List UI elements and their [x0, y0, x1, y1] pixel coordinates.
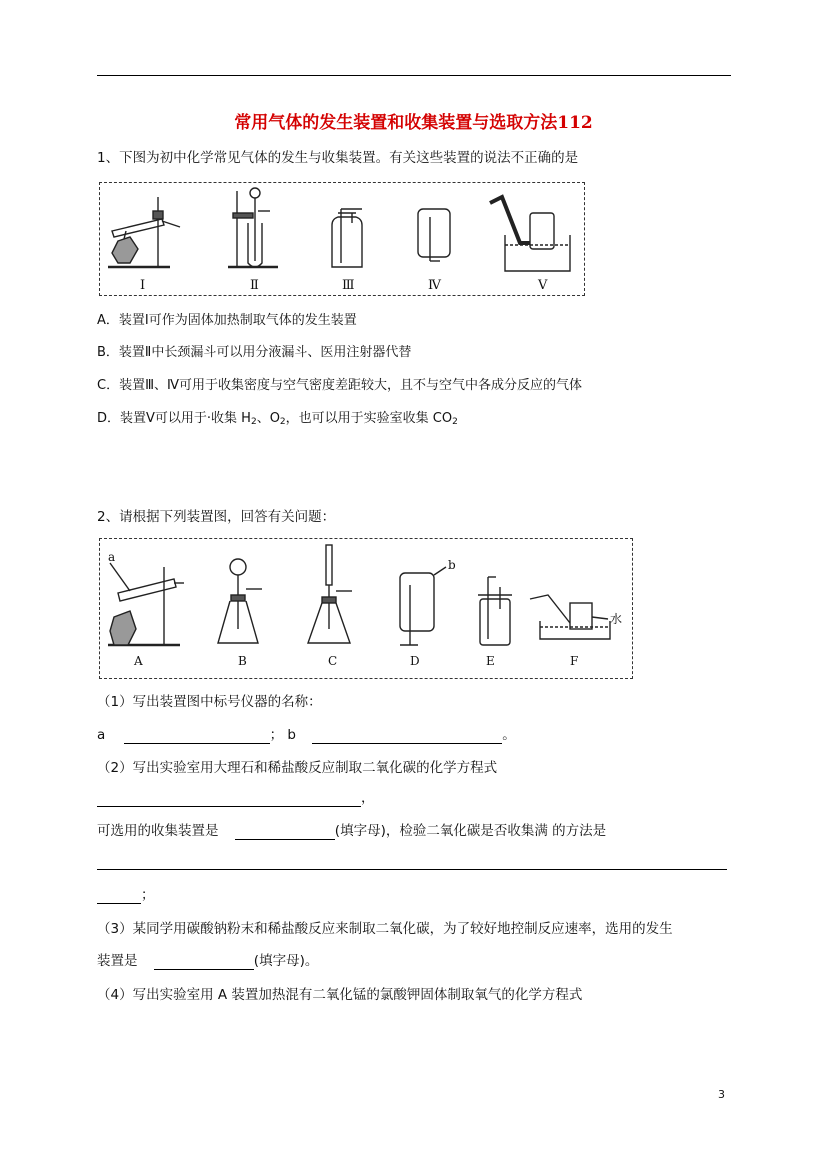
- blank-collect[interactable]: [235, 825, 335, 840]
- q2-part4: （4）写出实验室用 A 装置加热混有二氧化锰的氯酸钾固体制取氧气的化学方程式: [97, 987, 583, 1003]
- q1-figure-box: [99, 182, 585, 296]
- blank-method-end[interactable]: [97, 889, 141, 904]
- q2-part2: （2）写出实验室用大理石和稀盐酸反应制取二氧化碳的化学方程式: [97, 760, 498, 776]
- q2-part1: （1）写出装置图中标号仪器的名称：: [97, 694, 322, 710]
- label-water: 水: [610, 612, 623, 626]
- q1-label-2: Ⅱ: [250, 278, 259, 293]
- q1-option-b: B．装置Ⅱ中长颈漏斗可以用分液漏斗、医用注射器代替: [97, 345, 412, 360]
- page-title: 常用气体的发生装置和收集装置与选取方法112: [234, 113, 593, 133]
- blank-equation[interactable]: [97, 792, 361, 807]
- label-a: a: [108, 550, 116, 564]
- q2-figure-box: [99, 538, 633, 679]
- q2-part2-method-end: ；: [97, 886, 155, 904]
- q2-label-b: B: [238, 654, 247, 668]
- header-rule: [97, 75, 731, 76]
- q2-label-f: F: [570, 654, 579, 668]
- page-number: 3: [718, 1088, 725, 1101]
- label-b: b: [448, 558, 456, 572]
- q2-part2-collect: 可选用的收集装置是 (填字母)，检验二氧化碳是否收集满 的方法是: [97, 823, 607, 839]
- blank-method-rule[interactable]: [97, 869, 727, 870]
- blank-device[interactable]: [154, 955, 254, 970]
- q2-label-d: D: [410, 654, 420, 668]
- q1-label-3: Ⅲ: [342, 278, 355, 293]
- q1-label-4: Ⅳ: [428, 278, 441, 293]
- q2-part3-device: 装置是 (填字母)。: [97, 953, 319, 969]
- q1-label-5: Ⅴ: [538, 278, 548, 293]
- q1-apparatus-figure: [100, 183, 584, 295]
- q2-label-c: C: [328, 654, 338, 668]
- q1-option-a: A．装置Ⅰ可作为固体加热制取气体的发生装置: [97, 313, 357, 328]
- q2-apparatus-figure: [100, 539, 632, 678]
- q2-part1-blanks: a ； b 。: [97, 727, 516, 743]
- q2-part3: （3）某同学用碳酸钠粉末和稀盐酸反应来制取二氧化碳，为了较好地控制反应速率，选用的发生: [97, 921, 673, 937]
- blank-a[interactable]: [124, 729, 270, 744]
- q2-part2-equation: ，: [97, 789, 375, 807]
- q1-stem: 1、下图为初中化学常见气体的发生与收集装置。有关这些装置的说法不正确的是: [97, 150, 579, 166]
- blank-b[interactable]: [312, 729, 502, 744]
- q1-option-d: D．装置Ⅴ可以用于·收集 $H_2$、$O_2$，也可以用于实验室收集 $CO_2$: [97, 411, 458, 427]
- q2-label-e: E: [486, 654, 495, 668]
- q1-option-c: C．装置Ⅲ、Ⅳ可用于收集密度与空气密度差距较大，且不与空气中各成分反应的气体: [97, 378, 583, 393]
- q2-label-a: A: [134, 654, 143, 668]
- q2-stem: 2、请根据下列装置图，回答有关问题：: [97, 509, 336, 525]
- q1-label-1: Ⅰ: [140, 278, 146, 293]
